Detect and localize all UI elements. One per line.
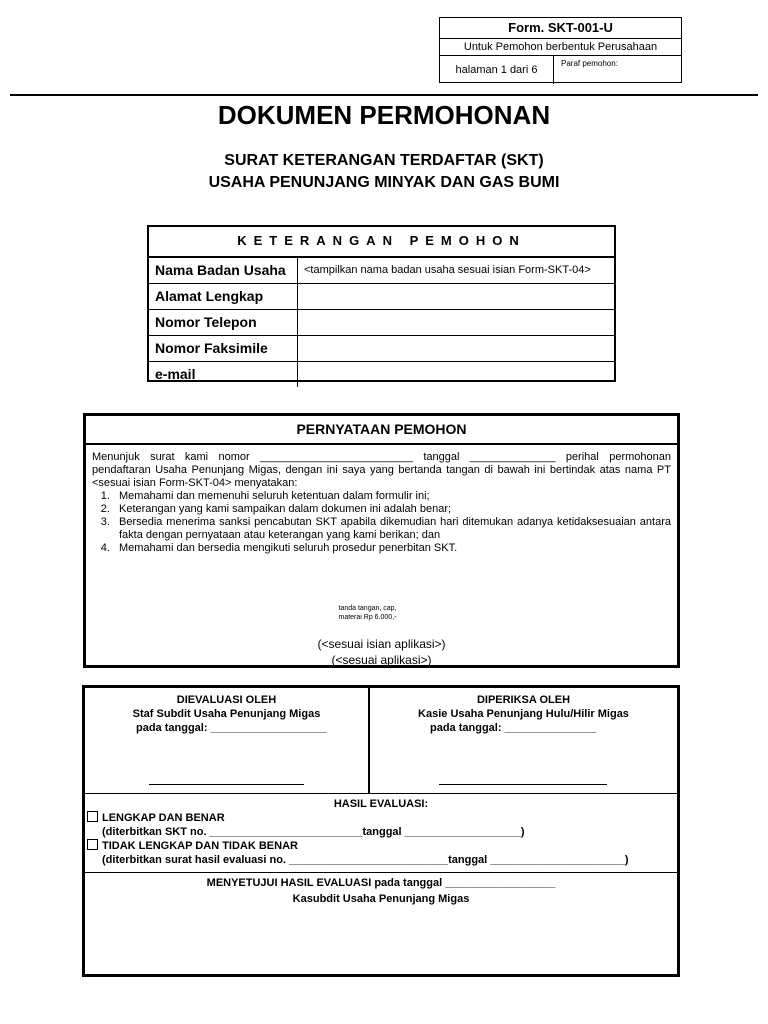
row-value[interactable]: <tampilkan nama badan usaha sesuai isian Form-SKT-04> [297, 258, 614, 283]
applicant-row [149, 284, 614, 310]
applicant-row [149, 310, 614, 336]
paraf-label: Paraf pemohon: [561, 59, 618, 68]
signer-name-2: (<sesuai aplikasi>) [331, 653, 432, 667]
evaluator-date: pada tanggal: ___________________ [136, 722, 327, 734]
evaluator-column [85, 688, 370, 793]
row-label: Nomor Faksimile [155, 340, 268, 356]
stamp-note-1: tanda tangan, cap, [338, 605, 397, 612]
statement-header: PERNYATAAN PEMOHON [86, 416, 677, 445]
option-complete-detail: (diterbitkan SKT no. _________________________tanggal ___________________) [102, 826, 525, 838]
statement-item: 1. Memahami dan memenuhi seluruh ketentuan dalam formulir ini; [113, 490, 671, 503]
stamp-note [86, 604, 677, 622]
applicant-row [149, 362, 614, 387]
row-value[interactable] [297, 336, 614, 361]
evaluation-result [85, 797, 677, 873]
applicant-table [147, 225, 616, 382]
statement-box [83, 413, 680, 668]
signer-block [86, 636, 677, 668]
form-code-box [439, 17, 682, 83]
checker-role: Kasie Usaha Penunjang Hulu/Hilir Migas [418, 708, 629, 720]
row-value[interactable] [297, 362, 614, 387]
approval-block [85, 875, 677, 907]
approval-role: Kasubdit Usaha Penunjang Migas [292, 893, 470, 905]
row-value[interactable] [297, 310, 614, 335]
option-incomplete [85, 839, 677, 853]
form-subtitle: Untuk Pemohon berbentuk Perusahaan [440, 39, 681, 56]
evaluator-role: Staf Subdit Usaha Penunjang Migas [132, 708, 321, 720]
row-label: Alamat Lengkap [155, 288, 264, 304]
applicant-header: KETERANGAN PEMOHON [149, 227, 614, 258]
document-subtitle-2: USAHA PENUNJANG MINYAK DAN GAS BUMI [208, 174, 560, 191]
approval-text: MENYETUJUI HASIL EVALUASI pada tanggal __________________ [206, 877, 556, 889]
header-divider [10, 94, 758, 96]
checkbox-incomplete[interactable] [87, 839, 98, 850]
option-complete [85, 811, 677, 825]
result-title: HASIL EVALUASI: [333, 798, 429, 810]
option-incomplete-label: TIDAK LENGKAP DAN TIDAK BENAR [102, 840, 298, 852]
statement-list [92, 490, 671, 555]
option-complete-label: LENGKAP DAN BENAR [102, 812, 225, 824]
document-subtitle-1: SURAT KETERANGAN TERDAFTAR (SKT) [224, 152, 544, 169]
document-title: DOKUMEN PERMOHONAN [217, 100, 551, 130]
statement-item: 2. Keterangan yang kami sampaikan dalam dokumen ini adalah benar; [113, 503, 671, 516]
evaluator-title: DIEVALUASI OLEH [176, 694, 277, 706]
checker-date: pada tanggal: _______________ [430, 722, 597, 734]
checkbox-complete[interactable] [87, 811, 98, 822]
row-label: e-mail [155, 366, 196, 382]
applicant-row [149, 336, 614, 362]
applicant-row [149, 258, 614, 284]
checker-signature-line[interactable] [439, 784, 607, 785]
stamp-note-2: materai Rp 6.000,- [338, 614, 397, 621]
page-number: halaman 1 dari 6 [440, 56, 554, 84]
signer-name-1: (<sesuai isian aplikasi>) [317, 637, 446, 651]
checker-column [370, 688, 677, 793]
statement-item: 4. Memahami dan bersedia mengikuti seluruh prosedur penerbitan SKT. [113, 542, 671, 555]
checker-title: DIPERIKSA OLEH [476, 694, 571, 706]
evaluator-signature-line[interactable] [149, 784, 304, 785]
statement-intro: Menunjuk surat kami nomor _________________________ tanggal ______________ perihal permohonan pendaftaran Usaha Penunjang Migas, dengan ini saya yang bertanda tangan di bawah ini bertindak atas nama PT <sesuai isian Form-SKT-04> menyatakan: [92, 451, 671, 489]
row-label: Nomor Telepon [155, 314, 257, 330]
option-incomplete-detail: (diterbitkan surat hasil evaluasi no. __________________________tanggal ______________________) [102, 854, 629, 866]
evaluation-box [82, 685, 680, 977]
row-label: Nama Badan Usaha [155, 262, 286, 278]
approval-signature-line[interactable] [271, 974, 495, 975]
form-code: Form. SKT-001-U [440, 18, 681, 39]
statement-item: 3. Bersedia menerima sanksi pencabutan SKT apabila dikemudian hari ditemukan adanya ketidaksesuaian antara fakta dengan pernyataan atau keterangan yang kami berikan; dan [113, 516, 671, 542]
row-value[interactable] [297, 284, 614, 309]
